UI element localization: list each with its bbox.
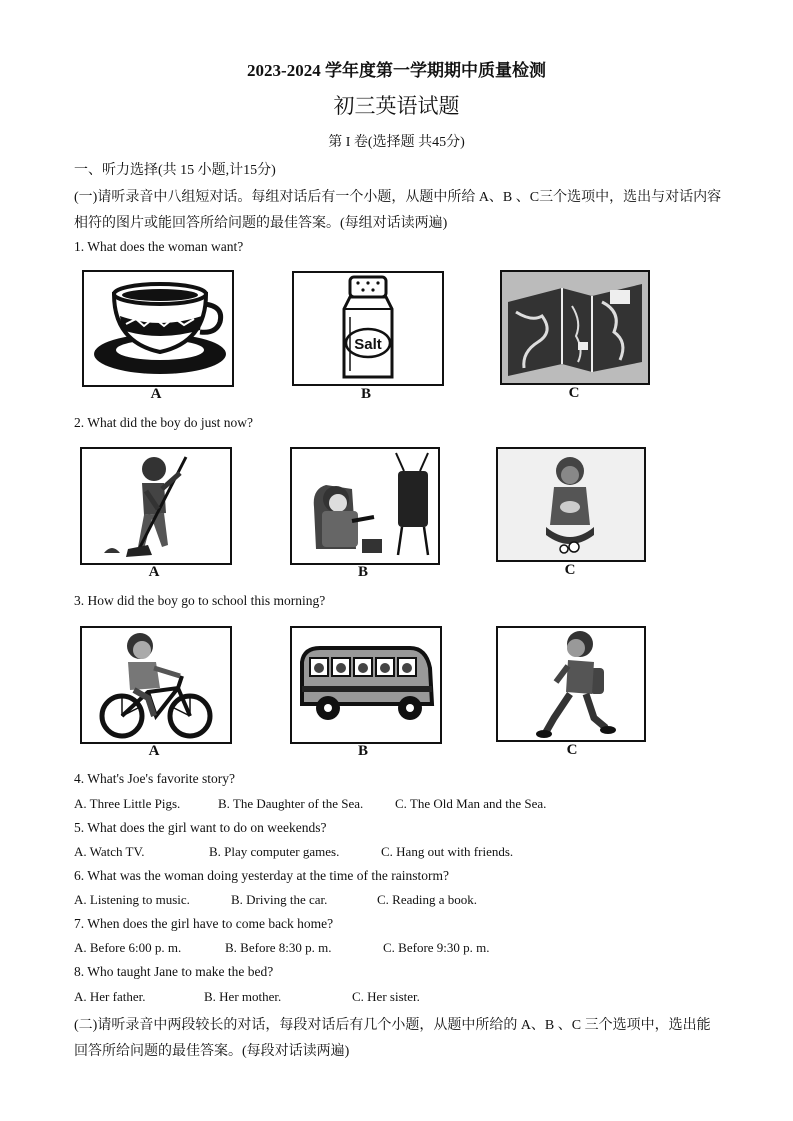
label-3a: A: [148, 743, 160, 759]
coffee-cup-icon: [84, 272, 232, 385]
picture-3b-bus: [290, 626, 442, 744]
question-1: 1. What does the woman want?: [74, 239, 244, 254]
question-3: 3. How did the boy go to school this morning?: [74, 593, 326, 608]
folded-map-icon: [502, 272, 648, 383]
option-7b[interactable]: B. Before 8:30 p. m.: [225, 940, 332, 955]
salt-shaker-icon: [294, 273, 442, 384]
label-3c: C: [566, 742, 578, 758]
question-5: 5. What does the girl want to do on weekends?: [74, 820, 327, 835]
boy-riding-bike-icon: [82, 628, 230, 742]
label-3b: B: [357, 743, 368, 759]
option-5a[interactable]: A. Watch TV.: [74, 844, 145, 859]
question-4: 4. What's Joe's favorite story?: [74, 771, 235, 786]
option-5c[interactable]: C. Hang out with friends.: [381, 844, 514, 859]
option-4c[interactable]: C. The Old Man and the Sea.: [395, 796, 547, 811]
volume-heading: 第 I 卷(选择题 共45分): [328, 135, 465, 150]
question-8: 8. Who taught Jane to make the bed?: [74, 964, 274, 979]
label-2a: A: [148, 564, 160, 580]
exam-title: 2023-2024 学年度第一学期期中质量检测: [247, 61, 546, 80]
boy-sitting-eating-icon: [498, 449, 644, 560]
exam-subtitle: 初三英语试题: [333, 94, 460, 118]
picture-2c-eating: [496, 447, 646, 562]
question-2: 2. What did the boy do just now?: [74, 415, 253, 430]
question-7: 7. When does the girl have to come back home?: [74, 916, 334, 931]
part1-instruction-line2: 相符的图片或能回答所给问题的最佳答案。(每组对话读两遍): [74, 216, 448, 231]
boy-walking-icon: [498, 628, 644, 740]
option-6a[interactable]: A. Listening to music.: [74, 892, 190, 907]
boy-sweeping-icon: [82, 449, 230, 563]
question-6: 6. What was the woman doing yesterday at the time of the rainstorm?: [74, 868, 450, 883]
option-7c[interactable]: C. Before 9:30 p. m.: [383, 940, 490, 955]
label-1c: C: [568, 385, 580, 401]
part1-instruction-line1: (一)请听录音中八组短对话。每组对话后有一个小题，从题中所给 A、B 、C三个选项中，选出与对话内容: [74, 190, 722, 205]
picture-3a-bike: [80, 626, 232, 744]
option-7a[interactable]: A. Before 6:00 p. m.: [74, 940, 182, 955]
option-6b[interactable]: B. Driving the car.: [231, 892, 328, 907]
option-4a[interactable]: A. Three Little Pigs.: [74, 796, 181, 811]
option-5b[interactable]: B. Play computer games.: [209, 844, 340, 859]
picture-1a-coffee-cup: [82, 270, 234, 387]
option-8a[interactable]: A. Her father.: [74, 989, 146, 1004]
picture-2b-watching-tv: [290, 447, 440, 565]
label-1a: A: [150, 386, 162, 402]
part2-instruction-line1: (二)请听录音中两段较长的对话，每段对话后有几个小题，从题中所给的 A、B 、C 三个选项中，选出能: [74, 1018, 711, 1033]
option-6c[interactable]: C. Reading a book.: [377, 892, 478, 907]
part2-instruction-line2: 回答所给问题的最佳答案。(每段对话读两遍): [74, 1044, 350, 1059]
option-8c[interactable]: C. Her sister.: [352, 989, 420, 1004]
picture-2a-sweeping: [80, 447, 232, 565]
label-2c: C: [564, 562, 576, 578]
picture-3c-walking: [496, 626, 646, 742]
picture-1c-map: [500, 270, 650, 385]
salt-label: Salt: [354, 336, 382, 353]
label-2b: B: [357, 564, 368, 580]
option-8b[interactable]: B. Her mother.: [204, 989, 282, 1004]
option-4b[interactable]: B. The Daughter of the Sea.: [218, 796, 364, 811]
school-bus-icon: [292, 628, 440, 742]
label-1b: B: [360, 386, 371, 402]
picture-1b-salt-shaker: [292, 271, 444, 386]
section-heading: 一、听力选择(共 15 小题,计15分): [74, 163, 276, 178]
boy-watching-tv-icon: [292, 449, 438, 563]
